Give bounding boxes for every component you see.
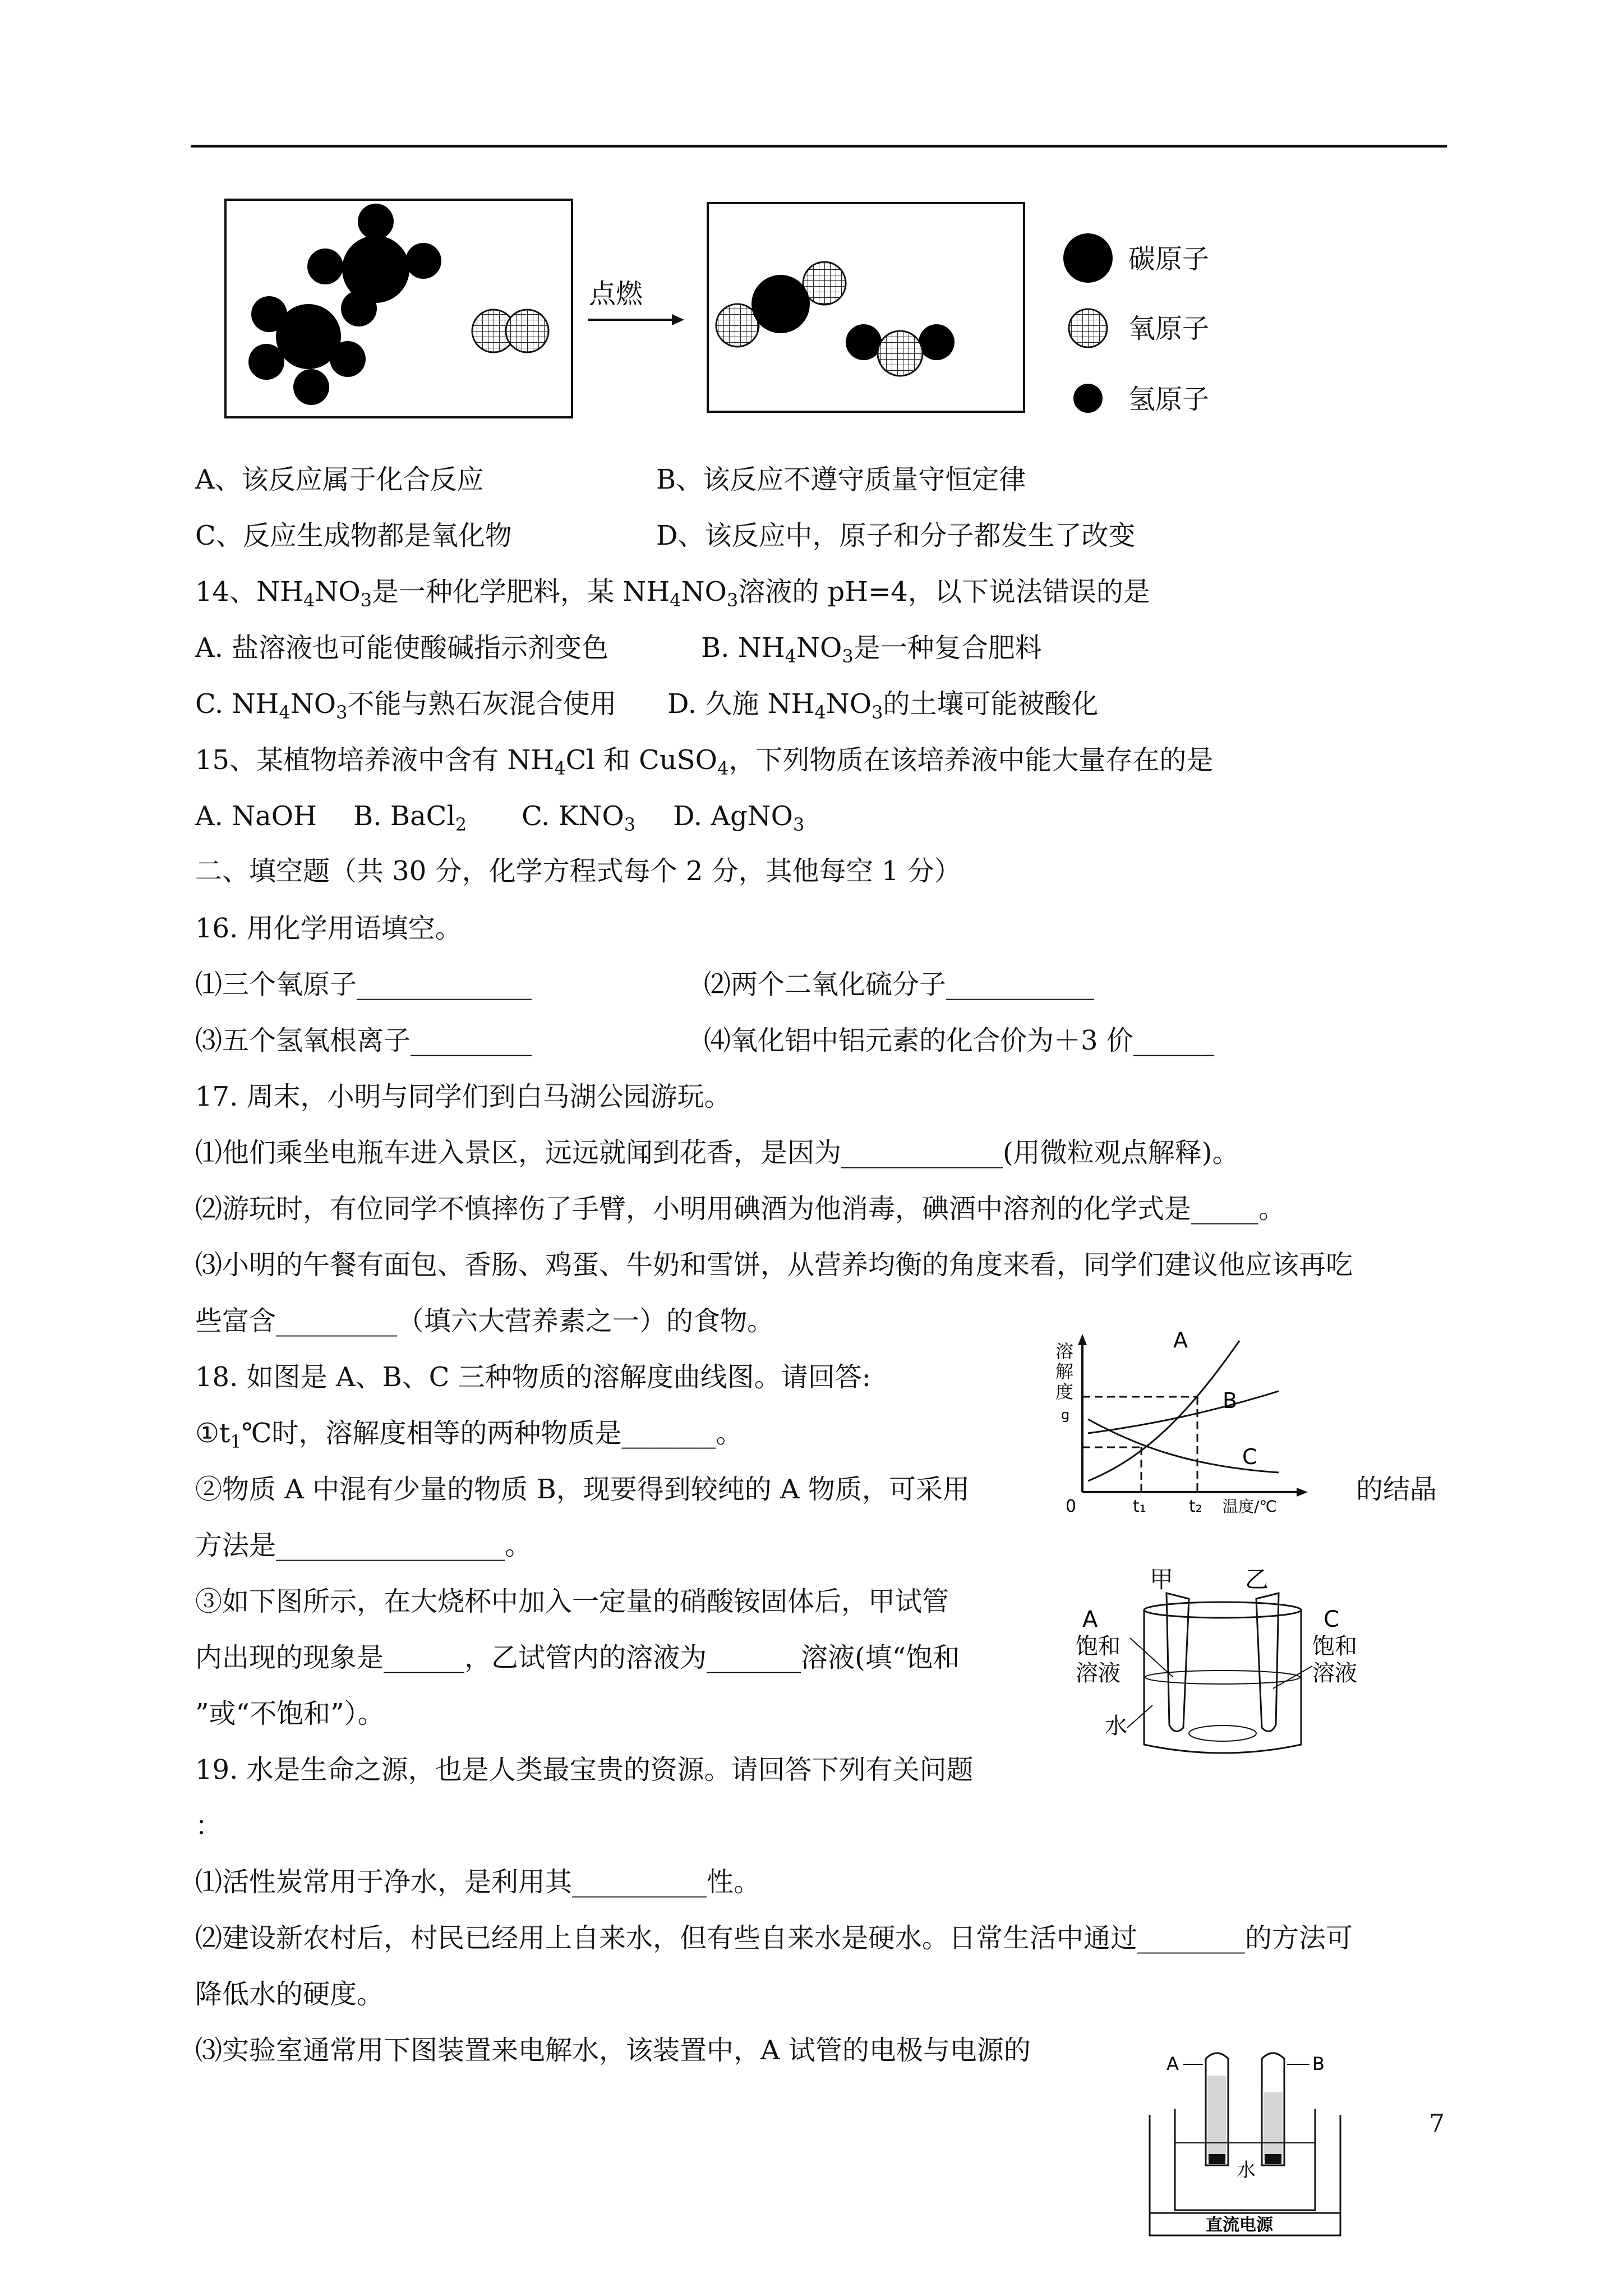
q14-option-c: C. $NH_4NO_3$不能与熟石灰混合使用 (195, 688, 617, 723)
q17-part3-line2: 些富含_________（填六大营养素之一）的食物。 (195, 1305, 774, 1337)
header-rule (191, 145, 1447, 148)
water-label: 水 (1105, 1713, 1127, 1739)
q16-part4: ⑷氧化铝中铝元素的化合价为＋3 价______ (704, 1025, 1214, 1056)
q19-stem-line2: ： (195, 1810, 223, 1842)
q14-option-a: A. 盐溶液也可能使酸碱指示剂变色 (195, 632, 609, 664)
q16-stem: 16. 用化学用语填空。 (195, 913, 462, 944)
q14-option-d: D. 久施 $NH_4NO_3$的土壤可能被酸化 (667, 688, 1099, 723)
q18-part3-line2: 内出现的现象是______，乙试管内的溶液为_______溶液(填“饱和 (195, 1642, 960, 1673)
hydrogen-legend-icon (1073, 384, 1103, 413)
beaker-figure (1054, 1565, 1368, 1773)
q14-option-b: B. $NH_4NO_3$是一种复合肥料 (701, 632, 1042, 667)
ylabel-char-2: 解 (1055, 1361, 1074, 1382)
q18-part1: $①t_1℃$时，溶解度相等的两种物质是_______。 (195, 1418, 743, 1452)
xlabel: 温度/℃ (1223, 1497, 1277, 1515)
q19-part3: ⑶实验室通常用下图装置来电解水，该装置中，A 试管的电极与电源的 (195, 2035, 1031, 2066)
reaction-arrow (588, 314, 684, 325)
methane-molecule-1 (307, 204, 441, 326)
q18-part2-line1: ②物质 A 中混有少量的物质 B，现要得到较纯的 A 物质，可采用 (195, 1474, 970, 1505)
solubility-curve-figure (1054, 1329, 1318, 1515)
tube-label-left: 甲 (1150, 1566, 1174, 1593)
q19-stem-line1: 19. 水是生命之源，也是人类最宝贵的资源。请回答下列有关问题 (195, 1754, 974, 1786)
q17-part1: ⑴他们乘坐电瓶车进入景区，远远就闻到花香，是因为____________(用微粒观点解释)。 (195, 1137, 1239, 1168)
label-right-line2: 饱和 (1312, 1634, 1357, 1659)
label-left-line2: 饱和 (1076, 1634, 1121, 1659)
legend-oxygen: 氧原子 (1128, 313, 1210, 344)
q19-part2-line1: ⑵建设新农村后，村民已经用上自来水，但有些自来水是硬水。日常生活中通过________的方法可 (195, 1922, 1353, 1954)
arrow-label: 点燃 (589, 278, 643, 310)
q13-option-d: D、该反应中，原子和分子都发生了改变 (656, 520, 1136, 551)
q19-part1: ⑴活性炭常用于净水，是利用其__________性。 (195, 1866, 761, 1898)
curve-label-c: C (1242, 1444, 1257, 1469)
electrolysis-label-a: A (1166, 2053, 1179, 2074)
tick-t2: t₂ (1189, 1497, 1202, 1515)
q17-part3-line1: ⑶小明的午餐有面包、香肠、鸡蛋、牛奶和雪饼，从营养均衡的角度来看，同学们建议他应该再吃 (195, 1249, 1353, 1281)
electrolysis-water-label: 水 (1237, 2159, 1256, 2182)
curve-a (1088, 1341, 1239, 1481)
q15-option-b: B. BaCl$_2$ (353, 800, 467, 835)
q13-option-c: C、反应生成物都是氧化物 (195, 520, 512, 551)
q13-option-a: A、该反应属于化合反应 (195, 464, 484, 495)
q14-stem: 14、$NH_4NO_3$是一种化学肥料，某 $NH_4NO_3$溶液的 pH=4，以下说法错误的是 (195, 576, 1150, 611)
ylabel-char-1: 溶 (1055, 1341, 1074, 1362)
q15-option-d: D. AgNO$_3$ (673, 800, 805, 835)
power-source-label: 直流电源 (1206, 2215, 1273, 2235)
q17-stem: 17. 周末，小明与同学们到白马湖公园游玩。 (195, 1081, 731, 1112)
label-right-letter: C (1324, 1607, 1339, 1632)
label-left-line3: 溶液 (1076, 1660, 1121, 1686)
page-number: 7 (1429, 2109, 1445, 2138)
carbon-legend-icon (1063, 233, 1113, 283)
q16-part1: ⑴三个氧原子_____________ (195, 969, 532, 1000)
q18-part2-line2: 方法是_________________。 (195, 1530, 532, 1561)
electrolysis-label-b: B (1312, 2053, 1325, 2074)
tube-label-right: 乙 (1245, 1566, 1269, 1593)
oxygen-molecule (472, 310, 548, 352)
curve-label-a: A (1173, 1329, 1188, 1352)
legend-hydrogen: 氢原子 (1128, 384, 1210, 415)
ylabel-char-3: 度 (1055, 1381, 1074, 1402)
label-right-line3: 溶液 (1312, 1660, 1357, 1686)
water-molecule (846, 324, 955, 376)
q18-part2-line1-end: 的结晶 (1356, 1474, 1437, 1505)
section2-heading: 二、填空题（共 30 分，化学方程式每个 2 分，其他每空 1 分） (195, 855, 961, 887)
q19-part2-line2: 降低水的硬度。 (195, 1978, 384, 2010)
curve-label-b: B (1223, 1388, 1238, 1413)
q18-part3-line1: ③如下图所示，在大烧杯中加入一定量的硝酸铵固体后，甲试管 (195, 1586, 949, 1617)
yunit: g (1061, 1407, 1070, 1423)
origin-label: 0 (1066, 1497, 1077, 1515)
legend-carbon: 碳原子 (1128, 243, 1210, 275)
carbon-dioxide-molecule (716, 262, 846, 347)
oxygen-legend-icon (1069, 309, 1107, 347)
tick-t1: t₁ (1133, 1497, 1146, 1515)
electrolysis-figure (1144, 2042, 1368, 2238)
q16-part3: ⑶五个氢氧根离子_________ (195, 1025, 532, 1056)
q17-part2: ⑵游玩时，有位同学不慎摔伤了手臂，小明用碘酒为他消毒，碘酒中溶剂的化学式是_____。 (195, 1193, 1286, 1225)
q16-part2: ⑵两个二氧化硫分子___________ (704, 969, 1095, 1000)
q13-option-b: B、该反应不遵守质量守恒定律 (656, 464, 1026, 495)
q15-option-a: A. NaOH (195, 800, 317, 832)
reaction-diagram (213, 191, 1267, 432)
label-left-letter: A (1082, 1607, 1098, 1632)
q18-stem: 18. 如图是 A、B、C 三种物质的溶解度曲线图。请回答: (195, 1361, 871, 1393)
q15-option-c: C. $KNO_3$ (522, 800, 636, 835)
q18-part3-line3: ”或“不饱和”）。 (195, 1698, 385, 1729)
q15-stem: 15、某植物培养液中含有 $NH_4Cl$ 和 CuSO$_4$，下列物质在该培养液中能大量存在的是 (195, 744, 1214, 779)
